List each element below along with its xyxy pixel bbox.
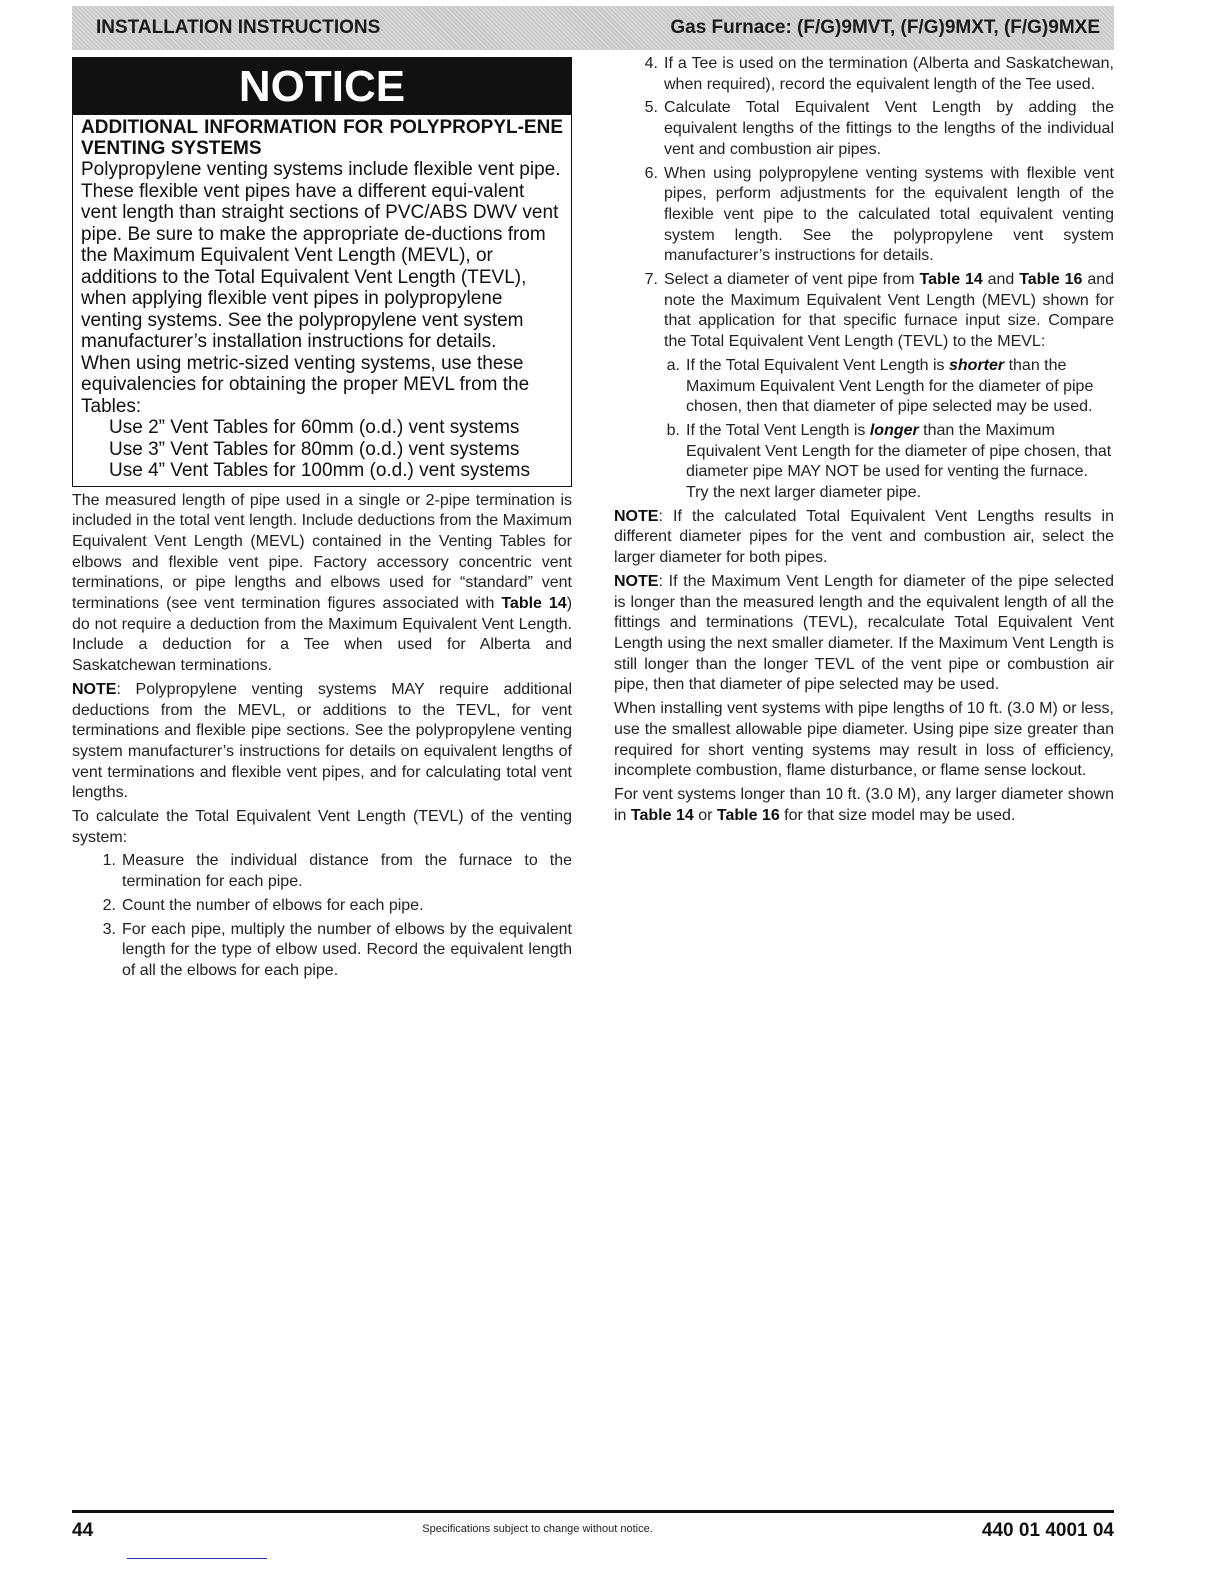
list-item	[72, 896, 572, 917]
notice-use-item: Use 3” Vent Tables for 80mm (o.d.) vent systems	[109, 438, 520, 460]
note-label: NOTE	[72, 680, 117, 698]
item-text	[686, 356, 1114, 418]
page-number: 44	[72, 1520, 94, 1541]
left-column	[72, 57, 572, 985]
sub-item	[614, 356, 1114, 418]
item-text	[664, 270, 1114, 353]
table-ref: Table 16	[1019, 271, 1083, 289]
item-text	[686, 421, 1114, 504]
document-number: 440 01 4001 04	[981, 1520, 1114, 1541]
notice-paragraph: When using metric-sized venting systems, use these equivalencies for obtaining the proper MEVL from the Tables:	[81, 352, 530, 417]
link-underline[interactable]	[127, 1558, 267, 1559]
item-text: When using polypropylene venting systems with flexible vent pipes, perform adjustments for the equivalent length of the flexible vent pipe to the calculated total equivalent venting system length. See the polypropylene vent system manufacturer’s instructions for details.	[664, 164, 1114, 265]
text: For vent systems longer than 10 ft. (3.0 M), any larger diameter shown in	[614, 785, 1114, 824]
notice-use-item: Use 2” Vent Tables for 60mm (o.d.) vent systems	[109, 417, 520, 438]
note-paragraph	[72, 680, 572, 804]
header-right: Gas Furnace: (F/G)9MVT, (F/G)9MXT, (F/G)9MXE	[670, 17, 1100, 38]
item-text: Calculate Total Equivalent Vent Length by adding the equivalent lengths of the fittings to the lengths of the individual vent and combustion air pipes.	[664, 99, 1114, 158]
text: and	[982, 271, 1020, 289]
item-number: 1.	[102, 852, 116, 870]
item-number: 6.	[644, 164, 658, 182]
footer	[72, 1510, 1114, 1542]
list-item	[72, 851, 572, 892]
item-number: 5.	[644, 99, 658, 117]
paragraph	[72, 491, 572, 677]
list-item	[614, 98, 1114, 160]
header-left: INSTALLATION INSTRUCTIONS	[96, 17, 381, 38]
text: for that size model may be used.	[779, 806, 1016, 824]
list-item	[614, 270, 1114, 353]
item-number: 7.	[644, 271, 658, 289]
sub-item	[614, 421, 1114, 504]
item-text: Measure the individual distance from the furnace to the termination for each pipe.	[122, 852, 572, 891]
text: : If the Maximum Vent Length for diameter of the pipe selected is longer than the measured length and the equivalent length of all the fittings and terminations (TEVL), recalculate Total Equivalent Vent Length using the next smaller diameter. If the Maximum Vent Length is still longer than the longer TEVL of the vent pipe or combustion air pipe, then that diameter of pipe selected may be used.	[614, 572, 1114, 694]
header-band	[72, 6, 1114, 50]
item-letter: b.	[666, 421, 680, 439]
list-item	[614, 164, 1114, 268]
emphasis: shorter	[949, 356, 1005, 374]
note-label: NOTE	[614, 572, 659, 590]
text: : If the calculated Total Equivalent Vent Lengths results in different diameter pipes for the vent and combustion air, select the larger diameter for both pipes.	[614, 507, 1114, 567]
paragraph: To calculate the Total Equivalent Vent Length (TEVL) of the venting system:	[72, 808, 572, 846]
text: and note the Maximum Equivalent Vent Length (MEVL) shown for that application for that specific furnace input size. Compare the Total Equivalent Vent Length (TEVL) to the MEVL:	[664, 271, 1115, 351]
note-label: NOTE	[614, 507, 659, 525]
notice-paragraph: Polypropylene venting systems include flexible vent pipe. These flexible vent pipes have a different equi-valent vent length than straight sections of PVC/ABS DWV vent pipe. Be sure to make the appropriate de-ductions from the Maximum Equivalent Vent Length (MEVL), or additions to the Total Equivalent Vent Length (TEVL), when applying flexible vent pipes in polypropylene venting systems. See the polypropylene vent system manufacturer’s installation instructions for details.	[81, 159, 561, 352]
item-text: If a Tee is used on the termination (Alberta and Saskatchewan, when required), record the equivalent length of the Tee used.	[664, 55, 1114, 93]
text: If the Total Equivalent Vent Length is	[686, 356, 949, 374]
item-number: 3.	[102, 920, 116, 938]
text: The measured length of pipe used in a single or 2-pipe termination is included in the total vent length. Include deductions from the Maximum Equivalent Vent Length (MEVL) contained in the Venting Tables for elbows and flexible vent pipe. Factory accessory concentric vent terminations, or pipe lengths and elbows used for “standard” vent terminations (see vent termination figures associated with	[72, 491, 572, 613]
item-text: For each pipe, multiply the number of elbows by the equivalent length for the type of elbow used. Record the equivalent length of all the elbows for each pipe.	[122, 920, 572, 979]
text: If the Total Vent Length is	[686, 421, 870, 439]
paragraph: When installing vent systems with pipe lengths of 10 ft. (3.0 M) or less, use the smallest allowable pipe diameter. Using pipe size greater than required for short venting systems may result in loss of efficiency, incomplete combustion, flame disturbance, or flame sense lockout.	[614, 700, 1114, 780]
text: ) do not require a deduction from the Maximum Equivalent Vent Length. Include a deduction for a Tee when used for Alberta and Saskatchewan terminations.	[72, 595, 573, 675]
text: : Polypropylene venting systems MAY require additional deductions from the MEVL, or additions to the TEVL, for vent terminations and flexible pipe sections. See the polypropylene venting system manufacturer’s instructions for details on equivalent lengths of vent terminations and flexible vent pipes, and for calculating total vent lengths.	[72, 680, 572, 802]
text: than the Maximum Equivalent Vent Length for the diameter of pipe chosen, then that diameter of pipe selected may be used.	[686, 356, 1094, 416]
list-item	[72, 920, 572, 982]
right-column	[614, 54, 1114, 829]
note-paragraph	[614, 507, 1114, 569]
paragraph	[614, 785, 1114, 826]
notice-heading: ADDITIONAL INFORMATION FOR POLYPROPYL-ENE VENTING SYSTEMS	[81, 117, 563, 159]
text: or	[693, 806, 717, 824]
item-number: 2.	[102, 896, 116, 914]
item-letter: a.	[666, 356, 680, 374]
item-number: 4.	[644, 55, 658, 72]
steps-list	[72, 851, 572, 981]
table-ref: Table 16	[716, 806, 780, 824]
item-text: Count the number of elbows for each pipe.	[122, 896, 424, 914]
table-ref: Table 14	[919, 271, 983, 289]
footer-note: Specifications subject to change without notice.	[422, 1523, 653, 1535]
list-item	[614, 54, 1114, 95]
text: than the Maximum Equivalent Vent Length for the diameter of pipe chosen, that diameter pipe MAY NOT be used for venting the furnace. Try the next larger diameter pipe.	[686, 421, 1112, 502]
steps-list	[614, 54, 1114, 353]
text: Select a diameter of vent pipe from	[664, 271, 920, 289]
emphasis: longer	[869, 421, 919, 439]
notice-use-item: Use 4” Vent Tables for 100mm (o.d.) vent systems	[109, 460, 530, 481]
notice-title: NOTICE	[73, 58, 571, 115]
table-ref: Table 14	[630, 806, 694, 824]
sub-list	[614, 356, 1114, 504]
notice-box	[72, 57, 572, 487]
table-ref: Table 14	[501, 595, 567, 613]
note-paragraph	[614, 572, 1114, 696]
